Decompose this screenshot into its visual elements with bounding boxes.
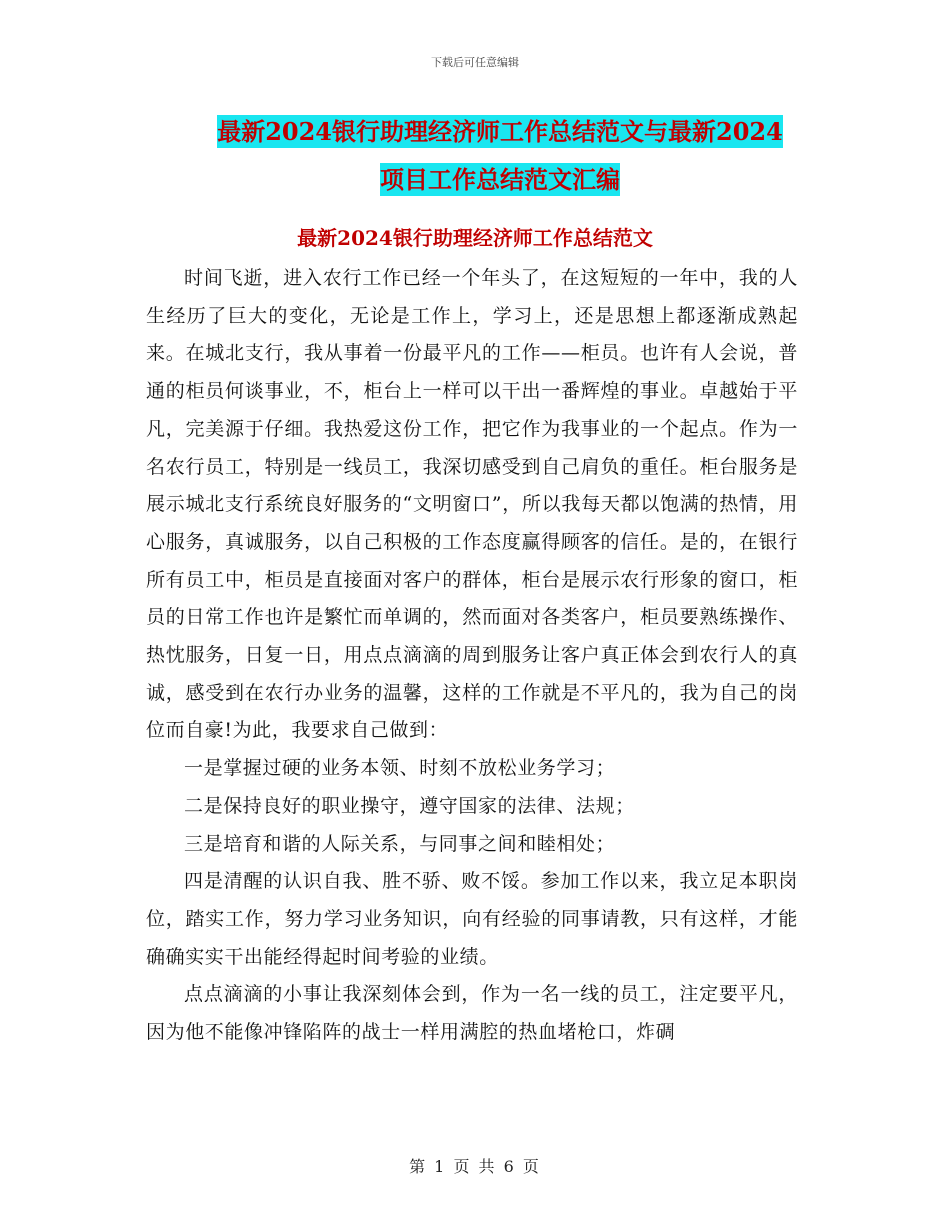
paragraph-point-3: 三是培育和谐的人际关系，与同事之间和睦相处； [184,832,616,855]
body-text [146,260,798,1052]
paragraph-closing: 点点滴滴的小事让我深刻体会到，作为一名一线的员工，注定要平凡，因为他不能像冲锋陷阵的战士一样用满腔的热血堵枪口，炸碉 [146,983,798,1044]
paragraph-point-1: 一是掌握过硬的业务本领、时刻不放松业务学习； [184,757,616,780]
paragraph-intro: 时间飞逝，进入农行工作已经一个年头了，在这短短的一年中，我的人生经历了巨大的变化，无论是工作上，学习上，还是思想上都逐渐成熟起来。在城北支行，我从事着一份最平凡的工作——柜员。也许有人会说，普通的柜员何谈事业，不，柜台上一样可以干出一番辉煌的事业。卓越始于平凡，完美源于仔细。我热爱这份工作，把它作为我事业的一个起点。作为一名农行员工，特别是一线员工，我深切感受到自己肩负的重任。柜台服务是展示城北支行系统良好服务的“文明窗口”，所以我每天都以饱满的热情，用心服务，真诚服务，以自己积极的工作态度赢得顾客的信任。是的，在银行所有员工中，柜员是直接面对客户的群体，柜台是展示农行形象的窗口，柜员的日常工作也许是繁忙而单调的，然而面对各类客户，柜员要熟练操作、热忱服务，日复一日，用点点滴滴的周到服务让客户真正体会到农行人的真诚，感受到在农行办业务的温馨，这样的工作就是不平凡的，我为自己的岗位而自豪!为此，我要求自己做到： [146,267,798,742]
header-note: 下载后可任意编辑 [431,56,519,69]
document-title-line1: 最新2024银行助理经济师工作总结范文与最新2024 [217,117,783,146]
paragraph-point-2: 二是保持良好的职业操守，遵守国家的法律、法规； [184,794,635,817]
paragraph-point-4: 四是清醒的认识自我、胜不骄、败不馁。参加工作以来，我立足本职岗位，踏实工作，努力学习业务知识，向有经验的同事请教，只有这样，才能确确实实干出能经得起时间考验的业绩。 [146,870,798,968]
document-title-line2: 项目工作总结范文汇编 [380,165,620,194]
document-title [150,108,850,204]
page-footer: 第 1 页 共 6 页 [409,1157,541,1176]
section-title: 最新2024银行助理经济师工作总结范文 [297,226,653,250]
